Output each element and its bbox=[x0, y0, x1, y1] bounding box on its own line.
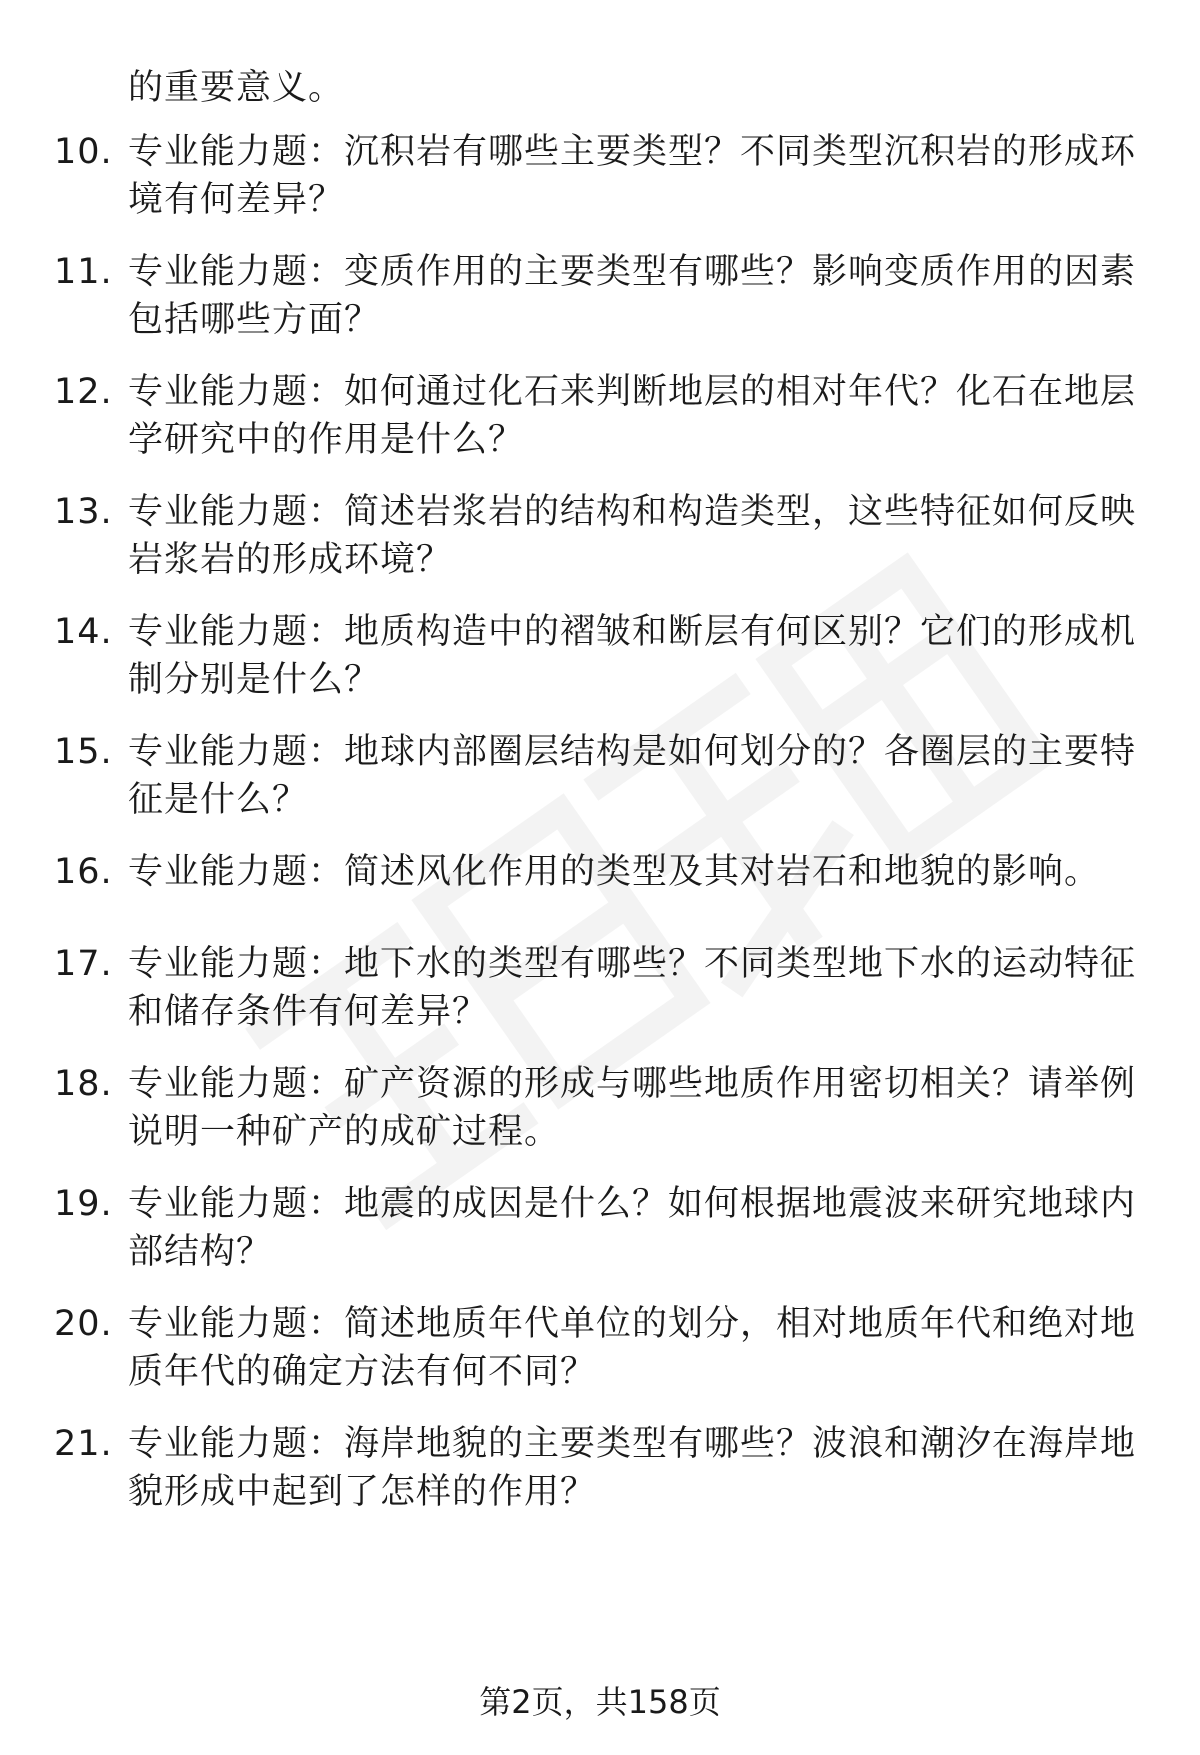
question-number: 14. bbox=[54, 612, 113, 652]
question-text: 专业能力题：地质构造中的褶皱和断层有何区别？它们的形成机制分别是什么？ bbox=[128, 612, 1137, 700]
question-number: 12. bbox=[54, 372, 113, 412]
question-number: 18. bbox=[54, 1064, 113, 1104]
question-text: 专业能力题：简述风化作用的类型及其对岩石和地貌的影响。 bbox=[128, 852, 1101, 892]
question-text: 专业能力题：地震的成因是什么？如何根据地震波来研究地球内部结构？ bbox=[128, 1184, 1137, 1272]
question-text: 专业能力题：变质作用的主要类型有哪些？影响变质作用的因素包括哪些方面？ bbox=[128, 252, 1137, 340]
question-text: 专业能力题：如何通过化石来判断地层的相对年代？化石在地层学研究中的作用是什么？ bbox=[128, 372, 1137, 460]
question-text: 专业能力题：简述地质年代单位的划分，相对地质年代和绝对地质年代的确定方法有何不同？ bbox=[128, 1304, 1137, 1392]
page-number-footer: 第2页，共158页 bbox=[479, 1683, 721, 1721]
question-text: 专业能力题：海岸地貌的主要类型有哪些？波浪和潮汐在海岸地貌形成中起到了怎样的作用？ bbox=[128, 1424, 1137, 1512]
question-number: 17. bbox=[54, 944, 113, 984]
question-text: 专业能力题：矿产资源的形成与哪些地质作用密切相关？请举例说明一种矿产的成矿过程。 bbox=[128, 1064, 1137, 1152]
question-text: 专业能力题：地下水的类型有哪些？不同类型地下水的运动特征和储存条件有何差异？ bbox=[128, 944, 1137, 1032]
question-number: 10. bbox=[54, 132, 113, 172]
question-number: 19. bbox=[54, 1184, 113, 1224]
question-text: 专业能力题：简述岩浆岩的结构和构造类型，这些特征如何反映岩浆岩的形成环境？ bbox=[128, 492, 1137, 580]
question-number: 21. bbox=[54, 1424, 113, 1464]
question-number: 11. bbox=[54, 252, 113, 292]
continuation-text: 的重要意义。 bbox=[128, 68, 345, 108]
question-number: 16. bbox=[54, 852, 113, 892]
question-text: 专业能力题：沉积岩有哪些主要类型？不同类型沉积岩的形成环境有何差异？ bbox=[128, 132, 1137, 220]
question-number: 15. bbox=[54, 732, 113, 772]
question-text: 专业能力题：地球内部圈层结构是如何划分的？各圈层的主要特征是什么？ bbox=[128, 732, 1137, 820]
question-number: 13. bbox=[54, 492, 113, 532]
question-number: 20. bbox=[54, 1304, 113, 1344]
